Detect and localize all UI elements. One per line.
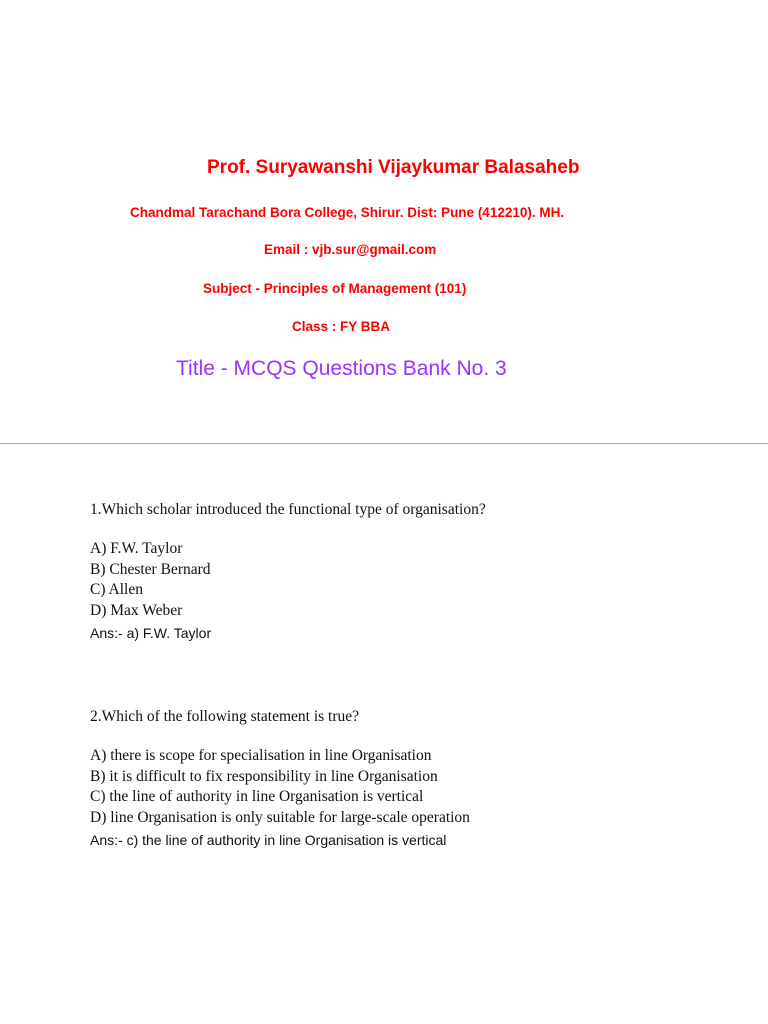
option-d: D) Max Weber <box>90 602 183 620</box>
option-c: C) the line of authority in line Organisation is vertical <box>90 788 424 806</box>
page-divider <box>0 443 768 444</box>
question-2-answer: Ans:- c) the line of authority in line Organisation is vertical <box>90 832 447 848</box>
question-1-answer: Ans:- a) F.W. Taylor <box>90 625 212 641</box>
class-line: Class : FY BBA <box>292 319 391 334</box>
author-email: Email : vjb.sur@gmail.com <box>264 242 437 257</box>
question-1-options <box>90 539 211 622</box>
document-title: Title - MCQS Questions Bank No. 3 <box>176 357 507 380</box>
option-d: D) line Organisation is only suitable for large-scale operation <box>90 809 470 827</box>
option-b: B) Chester Bernard <box>90 560 211 578</box>
college-address: Chandmal Tarachand Bora College, Shirur. Dist: Pune (412210). MH. <box>130 205 565 220</box>
question-2-options <box>90 746 470 829</box>
author-name: Prof. Suryawanshi Vijaykumar Balasaheb <box>207 157 580 178</box>
option-a: A) F.W. Taylor <box>90 540 183 557</box>
subject-line: Subject - Principles of Management (101) <box>203 281 467 296</box>
question-1: 1.Which scholar introduced the functional type of organisation? <box>90 501 486 518</box>
option-a: A) there is scope for specialisation in line Organisation <box>90 747 432 764</box>
option-c: C) Allen <box>90 581 143 599</box>
option-b: B) it is difficult to fix responsibility in line Organisation <box>90 767 438 785</box>
question-2: 2.Which of the following statement is true? <box>90 708 360 725</box>
